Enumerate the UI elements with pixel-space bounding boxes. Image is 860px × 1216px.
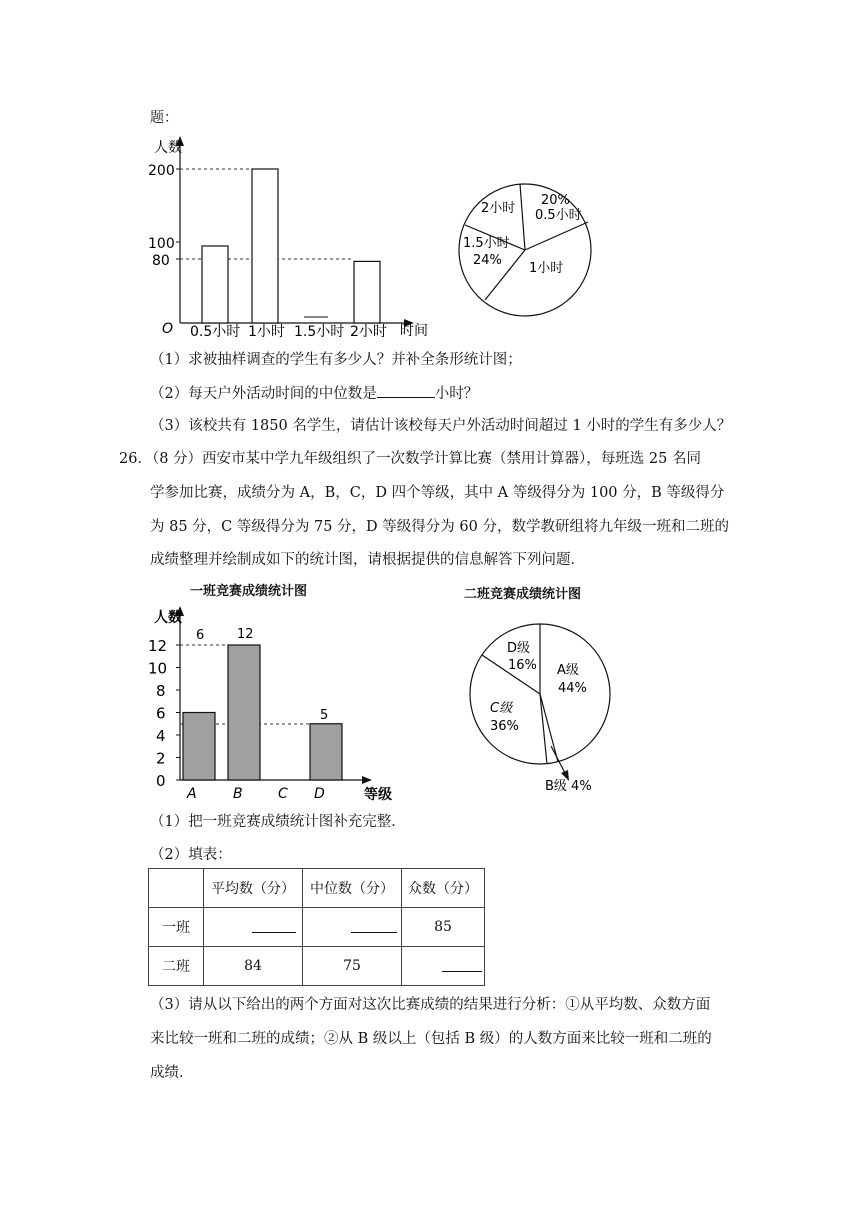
class2-pie-chart xyxy=(465,618,625,796)
time-pie-chart xyxy=(455,180,595,320)
y-tick-label: 4 xyxy=(156,727,166,745)
bar xyxy=(202,246,228,323)
pie-label: B级 4% xyxy=(545,779,592,794)
bar xyxy=(183,713,215,781)
answer-cell xyxy=(303,908,402,947)
q26-line-3: 为 85 分，C 等级得分为 75 分，D 等级得分为 60 分，数学教研组将九年级一班和二班的 xyxy=(150,519,729,535)
table-row xyxy=(149,908,485,947)
answer-blank xyxy=(377,383,435,398)
table-header-cell xyxy=(149,869,204,908)
row-label: 一班 xyxy=(149,908,204,947)
q26-sub-1: （1）把一班竞赛成绩统计图补充完整． xyxy=(150,814,406,830)
y-axis-label: 人数 xyxy=(154,140,182,156)
x-axis-arrow xyxy=(362,776,372,784)
y-tick-label: 2 xyxy=(156,749,166,768)
table-header-cell: 中位数（分） xyxy=(303,869,402,908)
x-tick-label: C xyxy=(278,786,288,802)
table-row xyxy=(149,947,485,986)
q26-line-1: 26．（8 分）西安市某中学九年级组织了一次数学计算比赛（禁用计算器），每班选 25 名同 xyxy=(119,451,701,467)
table-header-cell: 众数（分） xyxy=(402,869,485,908)
time-bar-chart xyxy=(140,130,440,342)
answer-blank xyxy=(252,918,296,933)
table-cell: 75 xyxy=(303,947,402,986)
y-tick-label: 80 xyxy=(152,253,170,269)
x-tick-label: 2小时 xyxy=(350,324,387,340)
x-tick-label: 1小时 xyxy=(248,324,285,340)
q26-sub-2: （2）填表： xyxy=(150,847,232,863)
q26-sub-3-line-1: （3）请从以下给出的两个方面对这次比赛成绩的结果进行分析：①从平均数、众数方面 xyxy=(150,997,711,1013)
pie-label: 2小时 xyxy=(481,201,516,216)
answer-cell xyxy=(402,947,485,986)
pie-label: 1.5小时 xyxy=(463,236,510,251)
table-cell: 85 xyxy=(402,908,485,947)
y-tick-label: 6 xyxy=(156,704,166,723)
pie-label: 36% xyxy=(490,719,519,734)
class1-bar-chart xyxy=(140,600,420,806)
x-tick-label: B xyxy=(233,786,243,802)
pie-label: 16% xyxy=(508,658,537,673)
bar xyxy=(252,169,278,323)
y-tick-label: 8 xyxy=(156,682,166,700)
pie-label: D级 xyxy=(507,641,531,656)
answer-cell xyxy=(204,908,303,947)
answer-blank xyxy=(351,918,397,933)
answer-blank xyxy=(442,957,482,972)
question-tail: 题： xyxy=(150,110,178,126)
pie-label: 0.5小时 xyxy=(535,208,582,223)
table-header-row xyxy=(149,869,485,908)
pie-label: 20% xyxy=(541,193,570,208)
x-tick-label: D xyxy=(314,786,325,802)
pie-label: A级 xyxy=(557,663,579,678)
pie-label: C级 xyxy=(490,701,513,716)
table-cell: 84 xyxy=(204,947,303,986)
subquestion-1: （1）求被抽样调查的学生有多少人？并补全条形统计图； xyxy=(150,352,522,368)
y-tick-label: 100 xyxy=(148,236,175,252)
pie-label: 1小时 xyxy=(529,261,564,276)
bar xyxy=(354,261,380,323)
q26-line-2: 学参加比赛，成绩分为 A，B，C，D 四个等级，其中 A 等级得分为 100 分，B 等级得分 xyxy=(150,485,725,501)
bar xyxy=(228,645,260,780)
bar-value-label: 5 xyxy=(320,708,329,723)
pie-label: 44% xyxy=(558,681,587,696)
x-tick-label: A xyxy=(187,786,197,802)
q26-sub-3-line-2: 来比较一班和二班的成绩；②从 B 级以上（包括 B 级）的人数方面来比较一班和二班的 xyxy=(150,1031,712,1047)
y-axis-label: 人数 xyxy=(154,610,182,626)
subquestion-3: （3）该校共有 1850 名学生，请估计该校每天户外活动时间超过 1 小时的学生有多少人？ xyxy=(150,418,732,434)
x-axis-label: 等级 xyxy=(364,787,392,803)
x-tick-label: 0.5小时 xyxy=(190,324,241,340)
x-axis-label: 时间 xyxy=(400,323,428,339)
score-table xyxy=(148,868,485,986)
row-label: 二班 xyxy=(149,947,204,986)
q26-line-4: 成绩整理并绘制成如下的统计图，请根据提供的信息解答下列问题． xyxy=(150,552,585,568)
y-tick-label: 12 xyxy=(148,637,168,655)
pie-label: 24% xyxy=(473,253,502,268)
bar-value-label: 12 xyxy=(237,627,254,642)
subquestion-2: （2）每天户外活动时间的中位数是 小时？ xyxy=(150,383,478,404)
y-tick-label: 200 xyxy=(148,163,175,179)
table-header-cell: 平均数（分） xyxy=(204,869,303,908)
origin-label: O xyxy=(162,321,174,337)
q26-sub-3-line-3: 成绩． xyxy=(150,1065,194,1081)
x-tick-label: 1.5小时 xyxy=(294,324,345,340)
bar xyxy=(310,724,342,780)
y-tick-label: 10 xyxy=(148,659,168,678)
class1-chart-title: 一班竞赛成绩统计图 xyxy=(190,584,308,599)
y-tick-label: 0 xyxy=(156,772,166,790)
bar-value-label: 6 xyxy=(196,628,205,643)
class2-chart-title: 二班竞赛成绩统计图 xyxy=(464,587,582,602)
